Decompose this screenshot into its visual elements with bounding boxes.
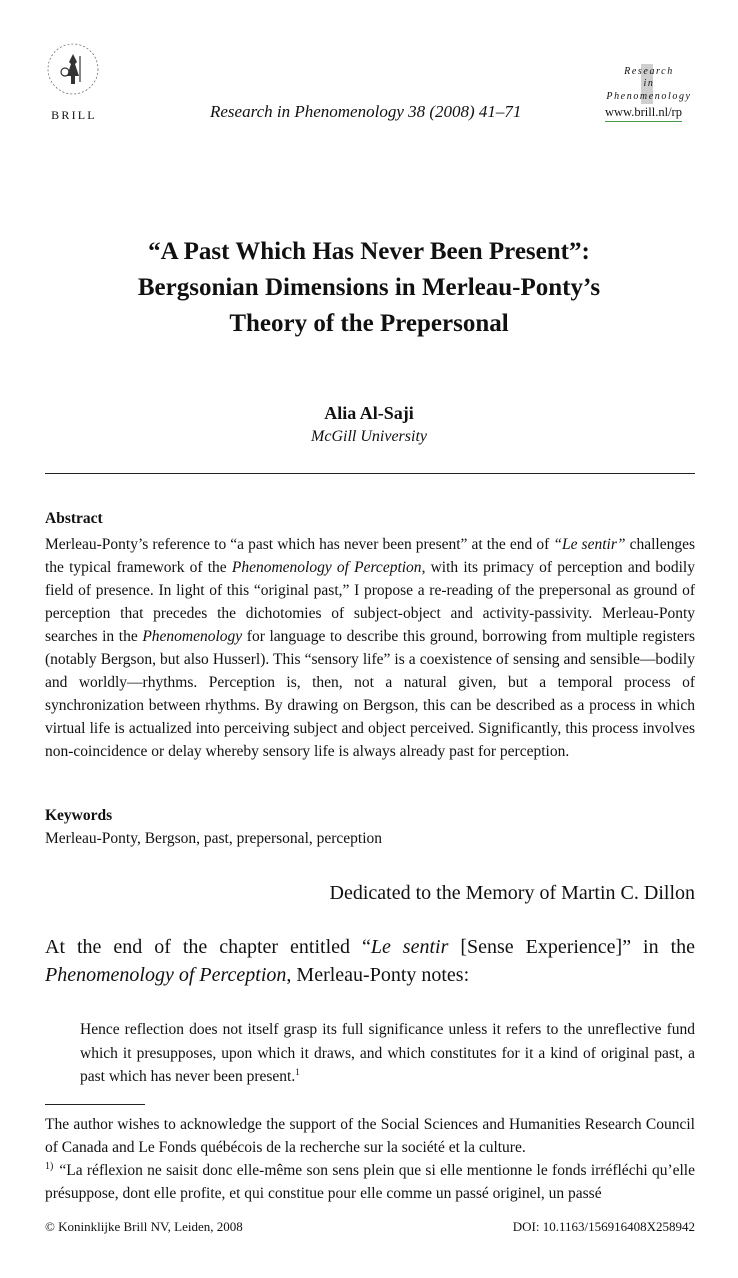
abstract-text: Merleau-Ponty’s reference to “a past which has never been present” at the end of “Le sentir” challenges the typical framework of the Phenomenology of Perception, with its primacy of perception and bodily field of presence. In light of this “original past,” I propose a re-reading of the prepersonal as ground of perception that precedes the dichotomies of subject-object and activity-passivity. Merleau-Ponty searches in the Phenomenology for language to describe this ground, borrowing from multiple registers (notably Bergson, but also Husserl). This “sensory life” is a coexistence of sensing and sensible—bodily and worldly—rhythms. Perception is, then, not a natural given, but a temporal process of synchronization between rhythms. By drawing on Bergson, this can be described as a process in which virtual life is actualized into perceiving subject and object perceived. Significantly, this process involves non-coincidence or delay whereby sensory life is always already past for perception. — [45, 536, 695, 760]
publisher-name: BRILL — [51, 108, 97, 122]
body-paragraph: At the end of the chapter entitled “Le sentir [Sense Experience]” in the Phenomenology of Perception, Merleau-Ponty notes: — [45, 936, 696, 986]
title-line: “A Past Which Has Never Been Present”: — [148, 238, 590, 265]
abstract-heading: Abstract — [45, 510, 103, 527]
journal-logo-line: Research — [624, 66, 674, 77]
footnotes — [45, 1113, 695, 1205]
journal-citation: Research in Phenomenology 38 (2008) 41–71 — [210, 102, 522, 121]
article-title — [60, 234, 678, 342]
block-quote: Hence reflection does not itself grasp its full significance unless it refers to the unreflective fund which it presupposes, upon which it draws, and which constitutes for it a kind of original past, a past which has never been present.$^1$ — [80, 1021, 695, 1085]
title-line: Bergsonian Dimensions in Merleau-Ponty’s — [137, 274, 601, 301]
acknowledgement-note: The author wishes to acknowledge the support of the Social Sciences and Humanities Research Council of Canada and Le Fonds québécois de la recherche sur la société et la culture. — [45, 1116, 695, 1156]
doi-identifier: DOI: 10.1163/156916408X258942 — [512, 1219, 695, 1234]
footnote-1: $^{1)}$ “La réflexion ne saisit donc elle-même son sens plein que si elle mentionne le fonds irréfléchi qu’elle présuppose, dont elle profite, et qui constitue pour elle comme un passé originel, un passé — [45, 1160, 695, 1202]
title-divider — [45, 473, 695, 474]
footnote-divider — [45, 1104, 145, 1105]
author-name: Alia Al-Saji — [324, 403, 414, 423]
keywords-heading: Keywords — [45, 807, 113, 824]
footnote-reference[interactable]: 1 — [295, 1066, 300, 1077]
author-affiliation: McGill University — [311, 428, 427, 445]
brill-seal-logo — [46, 42, 100, 96]
title-line: Theory of the Prepersonal — [229, 310, 509, 337]
journal-logo-line: in — [643, 78, 655, 89]
journal-logo — [601, 64, 697, 106]
footnote-marker: 1) — [45, 1160, 54, 1172]
dedication: Dedicated to the Memory of Martin C. Dillon — [329, 882, 695, 904]
copyright-notice: © Koninklijke Brill NV, Leiden, 2008 — [45, 1219, 243, 1234]
journal-logo-line: Phenomenology — [606, 91, 692, 102]
journal-url-link[interactable]: www.brill.nl/rp — [605, 105, 682, 122]
keywords-text: Merleau-Ponty, Bergson, past, prepersonal, perception — [45, 830, 383, 847]
